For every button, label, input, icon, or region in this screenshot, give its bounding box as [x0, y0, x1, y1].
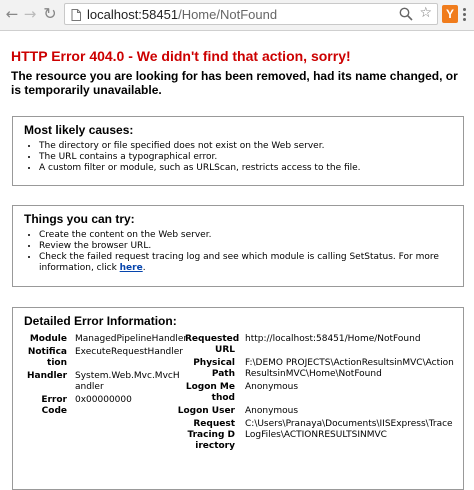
detailed-error-panel — [12, 307, 464, 490]
url-host: localhost:58451 — [87, 7, 179, 22]
requested-url-value: http://localhost:58451/Home/NotFound — [245, 334, 421, 344]
requested-url-label: Requested URL — [185, 334, 240, 355]
error-code-label: Error Code — [41, 395, 67, 416]
logon-method-value: Anonymous — [245, 382, 299, 392]
physical-path-label: Physical Path — [193, 358, 235, 379]
forward-arrow-icon[interactable]: → — [23, 5, 37, 23]
list-item: • The directory or file specified does not exist on the Web server. — [39, 141, 449, 152]
causes-list — [39, 141, 449, 174]
url-text — [87, 7, 277, 22]
address-bar[interactable] — [64, 3, 438, 25]
menu-icon[interactable] — [463, 8, 467, 23]
back-arrow-icon[interactable]: ← — [5, 5, 19, 23]
logon-user-label: Logon User — [177, 406, 235, 416]
module-value: ManagedPipelineHandler — [75, 334, 188, 344]
list-item: • The URL contains a typographical error. — [39, 152, 449, 163]
try-item-text: Check the failed request tracing log and see which module is calling SetStatus. For more information, click — [39, 252, 439, 273]
list-item: • Create the content on the Web server. — [39, 230, 451, 241]
notification-value: ExecuteRequestHandler — [75, 347, 183, 357]
physical-path-value: F:\DEMO PROJECTS\ActionResultsinMVC\ActionResultsinMVC\Home\NotFound — [245, 358, 454, 379]
url-path: /Home/NotFound — [178, 7, 278, 22]
extension-icon[interactable]: Y — [442, 5, 458, 23]
page-icon — [71, 9, 81, 21]
likely-causes-panel — [12, 116, 464, 186]
handler-value: System.Web.Mvc.MvcHandler — [75, 371, 180, 392]
things-to-try-panel — [12, 205, 464, 287]
here-link[interactable]: here — [119, 263, 143, 273]
bookmark-star-icon[interactable]: ☆ — [419, 5, 432, 21]
logon-method-label: Logon Method — [185, 382, 235, 403]
causes-heading: Most likely causes: — [24, 123, 134, 137]
list-item — [39, 252, 451, 274]
logon-user-value: Anonymous — [245, 406, 299, 416]
error-title: HTTP Error 404.0 - We didn't find that action, sorry! — [11, 48, 351, 64]
try-item-suffix: . — [142, 263, 146, 273]
try-list — [39, 230, 451, 274]
zoom-icon[interactable] — [399, 7, 413, 21]
notification-label: Notification — [27, 347, 67, 368]
list-item: • A custom filter or module, such as URLScan, restricts access to the file. — [39, 163, 449, 174]
list-item: • Review the browser URL. — [39, 241, 451, 252]
module-label: Module — [29, 334, 67, 344]
detail-heading: Detailed Error Information: — [24, 314, 177, 328]
try-heading: Things you can try: — [24, 212, 135, 226]
error-code-value: 0x00000000 — [75, 395, 132, 405]
error-description: The resource you are looking for has been removed, had its name changed, or is temporarily unavailable. — [11, 69, 458, 97]
reload-icon[interactable]: ↻ — [43, 4, 57, 23]
handler-label: Handler — [27, 371, 68, 381]
trace-directory-value: C:\Users\Pranaya\Documents\IISExpress\TraceLogFiles\ACTIONRESULTSINMVC — [245, 419, 453, 440]
trace-directory-label: Request Tracing Directory — [187, 419, 235, 451]
browser-toolbar — [0, 0, 474, 31]
